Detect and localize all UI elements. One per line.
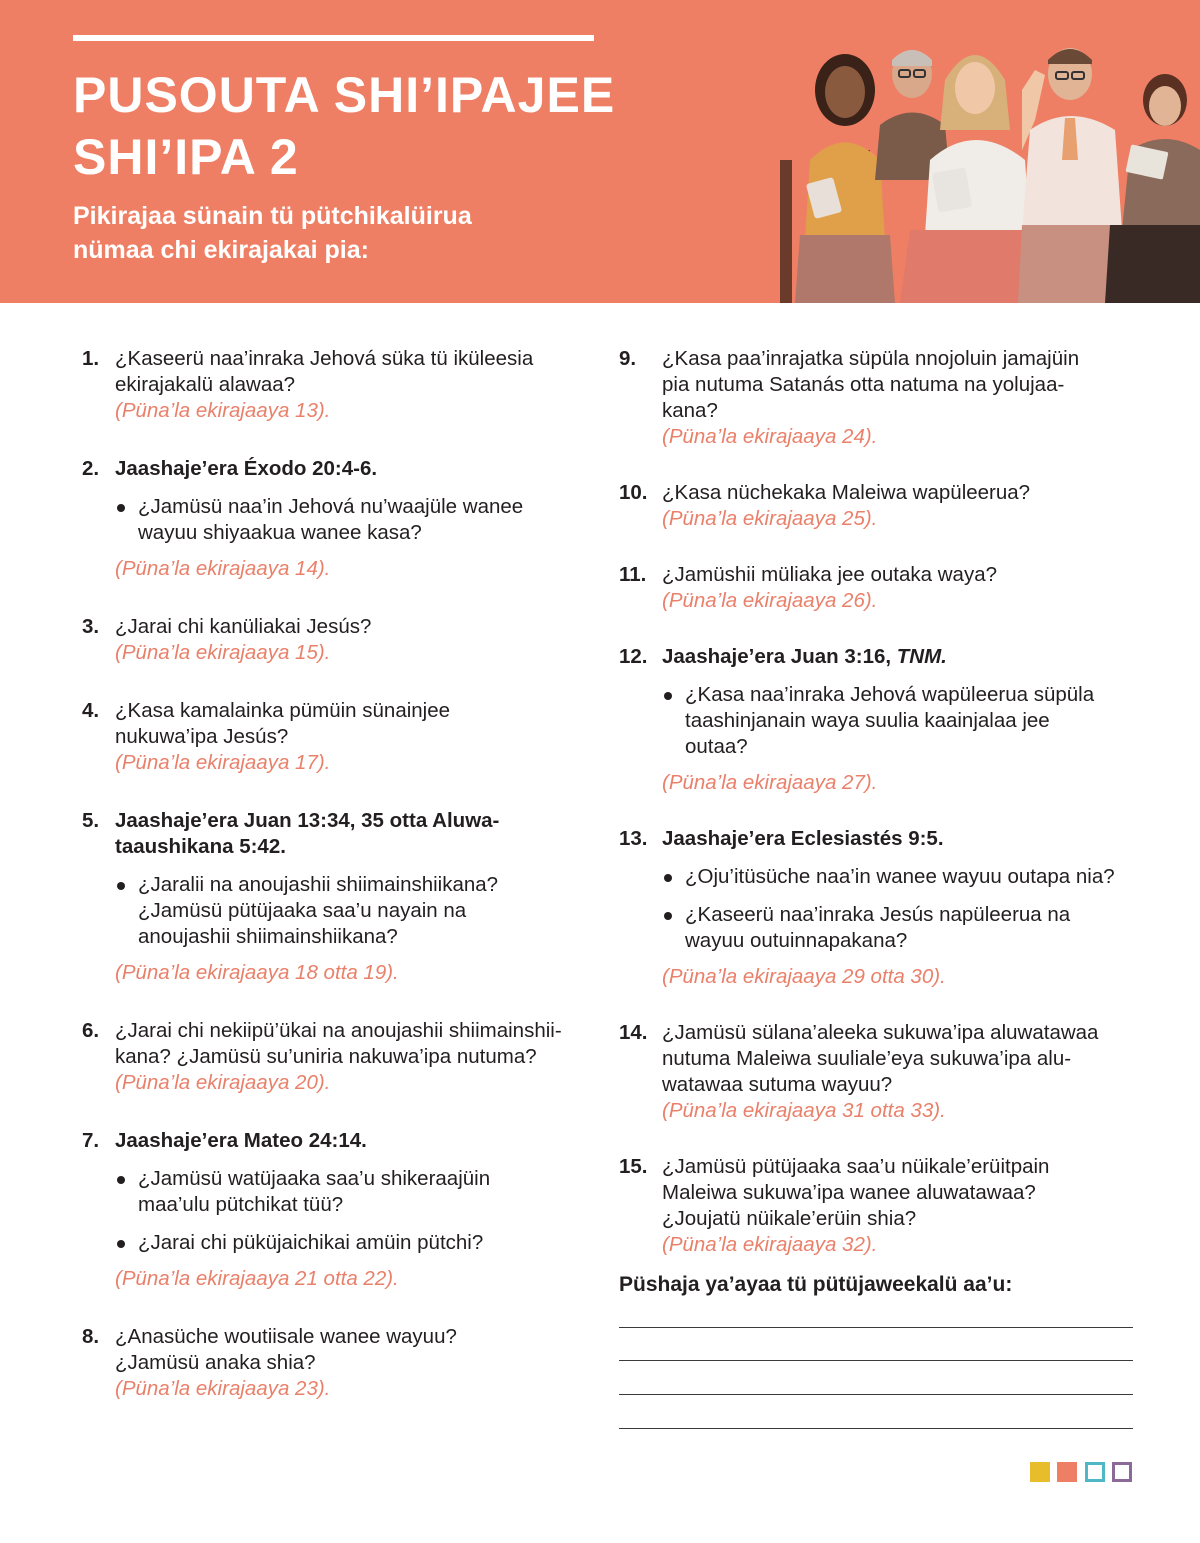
- question-number: 14.: [619, 1021, 648, 1044]
- sub-question: [115, 1166, 592, 1218]
- question-1: [82, 346, 592, 424]
- question-text: kana? ¿Jamüsü su’uniria nakuwa’ipa nutuma?: [115, 1045, 537, 1068]
- question-number: 8.: [82, 1325, 100, 1348]
- question-number: 6.: [82, 1019, 100, 1042]
- question-7: [82, 1128, 592, 1292]
- question-9: [619, 346, 1139, 450]
- sub-question-text: wayuu shiyaakua wanee kasa?: [138, 521, 422, 544]
- question-number: 11.: [619, 563, 647, 586]
- sub-question-list: [662, 864, 1139, 954]
- question-2: [82, 456, 592, 582]
- sub-question-text: ¿Oju’itüsüche naa’in wanee wayuu outapa nia?: [685, 865, 1115, 888]
- question-5: [82, 808, 592, 986]
- sub-question-text: taashinjanain waya suulia kaainjalaa jee: [685, 709, 1050, 732]
- question-text-part: Jaashaje’era Juan 3:16,: [662, 645, 897, 668]
- sub-question-text: ¿Jamüsü pütüjaaka saa’u nayain na: [138, 899, 467, 922]
- question-4: [82, 698, 592, 776]
- sub-question-text: wayuu outuinnapakana?: [685, 929, 908, 952]
- reference-link[interactable]: (Püna’la ekirajaaya 13).: [115, 399, 331, 422]
- question-number: 13.: [619, 827, 648, 850]
- purple-outline-square-icon: [1112, 1462, 1132, 1482]
- question-15: [619, 1154, 1139, 1258]
- sub-question-text: ¿Jamüsü naa’in Jehová nu’waajüle wanee: [138, 495, 524, 518]
- question-number: 10.: [619, 481, 648, 504]
- sub-question-text: ¿Jamüsü watüjaaka saa’u shikeraajüin: [138, 1167, 491, 1190]
- reference-link[interactable]: (Püna’la ekirajaaya 25).: [662, 507, 878, 530]
- question-text: ¿Jarai chi nekiipü’ükai na anoujashii shiimainshii-: [115, 1019, 562, 1042]
- notes-writing-line[interactable]: [619, 1428, 1133, 1429]
- yellow-square-icon: [1030, 1462, 1050, 1482]
- sub-question: [662, 682, 1139, 760]
- page-subtitle-line: nümaa chi ekirajakai pia:: [73, 236, 369, 264]
- question-number: 3.: [82, 615, 100, 638]
- header-rule: [73, 35, 594, 41]
- question-number: 5.: [82, 809, 100, 832]
- reference-link[interactable]: (Püna’la ekirajaaya 24).: [662, 425, 878, 448]
- audience-illustration: [760, 30, 1200, 303]
- question-10: [619, 480, 1139, 532]
- sub-question-list: [115, 872, 592, 950]
- sub-question-text: ¿Jarai chi püküjaichikai amüin pütchi?: [138, 1231, 484, 1254]
- page-subtitle-line: Pikirajaa sünain tü pütchikalüirua: [73, 202, 472, 230]
- question-text: Jaashaje’era Mateo 24:14.: [115, 1129, 367, 1152]
- question-8: [82, 1324, 592, 1402]
- notes-writing-line[interactable]: [619, 1360, 1133, 1361]
- notes-title: Püshaja ya’ayaa tü pütüjaweekalü aa’u:: [619, 1273, 1013, 1296]
- sub-question: [115, 872, 592, 950]
- question-text: ¿Kasa kamalainka pümüin sünainjee: [115, 699, 451, 722]
- question-text: Maleiwa sukuwa’ipa wanee aluwatawaa?: [662, 1181, 1036, 1204]
- question-text: nukuwa’ipa Jesús?: [115, 725, 289, 748]
- question-text: ¿Kasa nüchekaka Maleiwa wapüleerua?: [662, 481, 1031, 504]
- reference-link[interactable]: (Püna’la ekirajaaya 26).: [662, 589, 878, 612]
- reference-link[interactable]: (Püna’la ekirajaaya 21 otta 22).: [115, 1267, 399, 1290]
- header-banner: [0, 0, 1200, 303]
- reference-link[interactable]: (Püna’la ekirajaaya 23).: [115, 1377, 331, 1400]
- page-title: [73, 64, 615, 188]
- sub-question: [115, 494, 592, 546]
- question-number: 15.: [619, 1155, 648, 1178]
- question-number: 12.: [619, 645, 648, 668]
- sub-question-list: [115, 494, 592, 546]
- question-13: [619, 826, 1139, 990]
- sub-question-text: ¿Kasa naa’inraka Jehová wapüleerua süpüla: [685, 683, 1095, 706]
- page-title-line: SHI’IPA 2: [73, 129, 299, 185]
- question-text: ¿Kaseerü naa’inraka Jehová süka tü iküleesia: [115, 347, 534, 370]
- reference-link[interactable]: (Püna’la ekirajaaya 15).: [115, 641, 331, 664]
- bible-version-abbrev: TNM.: [896, 645, 947, 668]
- question-number: 2.: [82, 457, 100, 480]
- reference-link[interactable]: (Püna’la ekirajaaya 29 otta 30).: [662, 965, 946, 988]
- question-text: ¿Jarai chi kanüliakai Jesús?: [115, 615, 372, 638]
- question-text: Jaashaje’era Éxodo 20:4-6.: [115, 457, 378, 480]
- sub-question-text: outaa?: [685, 735, 748, 758]
- page-subtitle: [73, 199, 472, 267]
- sub-question-list: [662, 682, 1139, 760]
- question-number: 1.: [82, 347, 100, 370]
- reference-link[interactable]: (Püna’la ekirajaaya 20).: [115, 1071, 331, 1094]
- page-title-line: PUSOUTA SHI’IPAJEE: [73, 67, 616, 123]
- sub-question: [662, 902, 1139, 954]
- chair-leg: [780, 160, 792, 303]
- sub-question: [115, 1230, 592, 1256]
- question-number: 4.: [82, 699, 100, 722]
- sub-question-text: ¿Jaralii na anoujashii shiimainshiikana?: [138, 873, 499, 896]
- question-11: [619, 562, 1139, 614]
- person-woman-reading: [1105, 74, 1200, 303]
- question-text: ¿Anasüche woutiisale wanee wayuu?: [115, 1325, 457, 1348]
- questions-left-column: [82, 346, 592, 1402]
- question-text: Jaashaje’era Eclesiastés 9:5.: [662, 827, 944, 850]
- question-text: kana?: [662, 399, 718, 422]
- question-text: ¿Jamüsü pütüjaaka saa’u nüikale’erüitpain: [662, 1155, 1050, 1178]
- questions-right-column: [619, 346, 1139, 1258]
- question-14: [619, 1020, 1139, 1124]
- sub-question-list: [115, 1166, 592, 1256]
- reference-link[interactable]: (Püna’la ekirajaaya 18 otta 19).: [115, 961, 399, 984]
- teal-outline-square-icon: [1085, 1462, 1105, 1482]
- question-text: ¿Jamüsü sülana’aleeka sukuwa’ipa aluwatawaa: [662, 1021, 1099, 1044]
- question-text: Jaashaje’era Juan 13:34, 35 otta Aluwa-: [115, 809, 500, 832]
- orange-square-icon: [1057, 1462, 1077, 1482]
- question-text: nutuma Maleiwa suuliale’eya sukuwa’ipa alu-: [662, 1047, 1072, 1070]
- question-number: 7.: [82, 1129, 100, 1152]
- notes-writing-line[interactable]: [619, 1327, 1133, 1328]
- question-text: pia nutuma Satanás otta natuma na yolujaa-: [662, 373, 1065, 396]
- reference-link[interactable]: (Püna’la ekirajaaya 31 otta 33).: [662, 1099, 946, 1122]
- question-text: ¿Joujatü nüikale’erüin shia?: [662, 1207, 917, 1230]
- question-text: ¿Jamüsü anaka shia?: [115, 1351, 316, 1374]
- question-text: taaushikana 5:42.: [115, 835, 286, 858]
- question-text: [662, 644, 1139, 670]
- sub-question-text: maa’ulu pütchikat tüü?: [138, 1193, 344, 1216]
- sub-question-text: ¿Kaseerü naa’inraka Jesús napüleerua na: [685, 903, 1071, 926]
- question-12: [619, 644, 1139, 796]
- reference-link[interactable]: (Püna’la ekirajaaya 32).: [662, 1233, 878, 1256]
- notes-writing-line[interactable]: [619, 1394, 1133, 1395]
- reference-link[interactable]: (Püna’la ekirajaaya 17).: [115, 751, 331, 774]
- reference-link[interactable]: (Püna’la ekirajaaya 27).: [662, 771, 878, 794]
- question-text: watawaa sutuma wayuu?: [662, 1073, 893, 1096]
- reference-link[interactable]: (Püna’la ekirajaaya 14).: [115, 557, 331, 580]
- sub-question: [662, 864, 1139, 890]
- sub-question-text: anoujashii shiimainshiikana?: [138, 925, 398, 948]
- question-text: ¿Jamüshii müliaka jee outaka waya?: [662, 563, 997, 586]
- question-text: ekirajakalü alawaa?: [115, 373, 296, 396]
- question-number: 9.: [619, 347, 637, 370]
- question-text: ¿Kasa paa’inrajatka süpüla nnojoluin jamajüin: [662, 347, 1080, 370]
- question-6: [82, 1018, 592, 1096]
- question-3: [82, 614, 592, 666]
